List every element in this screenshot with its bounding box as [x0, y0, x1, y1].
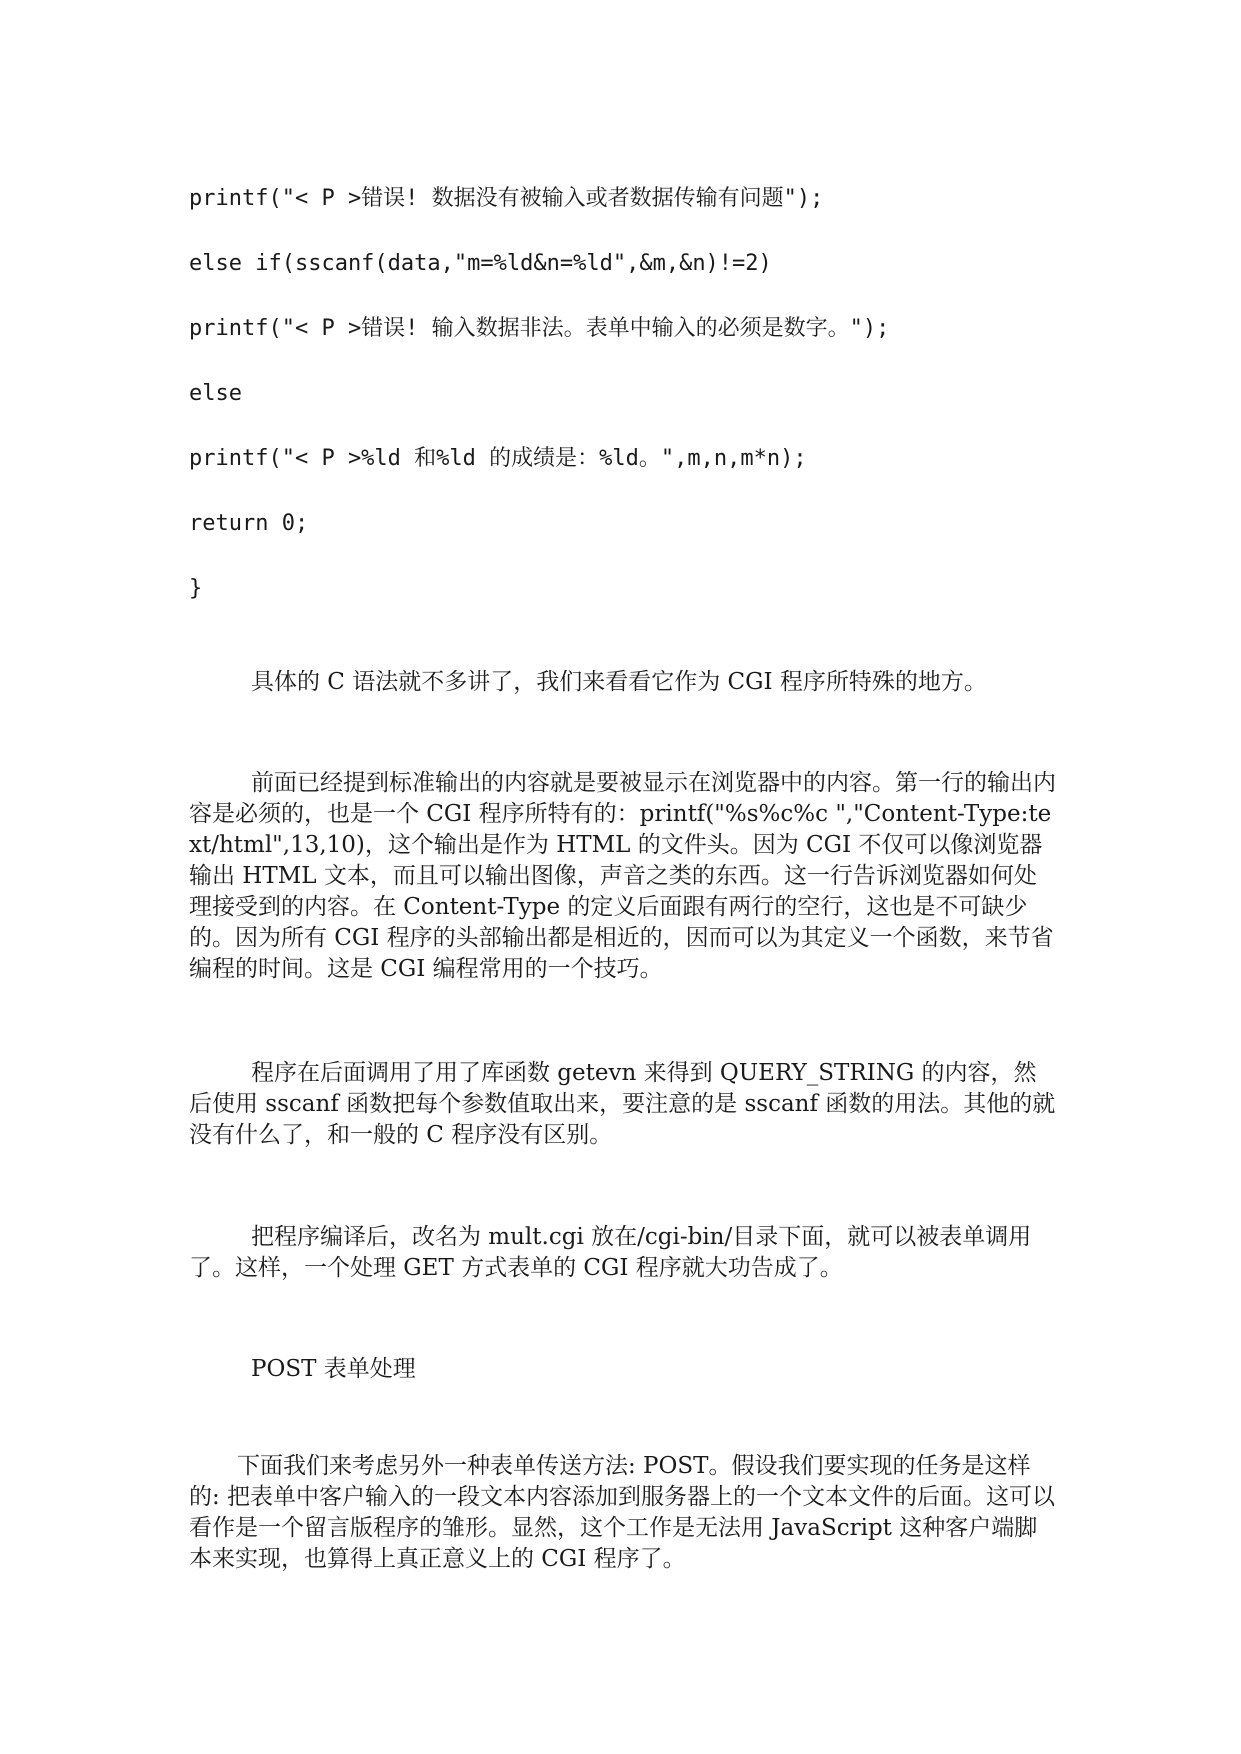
code-line-printf-error-invalid: printf("< P >错误! 输入数据非法。表单中输入的必须是数字。");: [189, 316, 890, 341]
code-line-printf-result: printf("< P >%ld 和%ld 的成绩是：%ld。",m,n,m*n);: [189, 446, 807, 471]
paragraph-post-method-intro: 下面我们来考虑另外一种表单传送方法: POST。假设我们要实现的任务是这样的: 把表单中客户输入的一段文本内容添加到服务器上的一个文本文件的后面。这可以看作是一个留言版程序的雏形。显然，这个工作是无法用 JavaScript 这种客户端脚本来实现，也算得上真正意义上的 CGI 程序了。: [189, 1453, 1056, 1572]
code-line-return: return 0;: [189, 511, 309, 536]
paragraph-stdout-explanation: 前面已经提到标准输出的内容就是要被显示在浏览器中的内容。第一行的输出内容是必须的，也是一个 CGI 程序所特有的：printf("%s%c%c ","Content-Type:text/html",13,10)，这个输出是作为 HTML 的文件头。因为 CGI 不仅可以像浏览器输出 HTML 文本，而且可以输出图像，声音之类的东西。这一行告诉浏览器如何处理接受到的内容。在 Content-Type 的定义后面跟有两行的空行，这也是不可缺少的。因为所有 CGI 程序的头部输出都是相近的，因而可以为其定义一个函数，来节省编程的时间。这是 CGI 编程常用的一个技巧。: [189, 770, 1056, 982]
code-line-else: else: [189, 381, 242, 406]
code-line-printf-error-no-data: printf("< P >错误! 数据没有被输入或者数据传输有问题");: [189, 186, 824, 211]
paragraph-getenv-sscanf: 程序在后面调用了用了库函数 getevn 来得到 QUERY_STRING 的内容，然后使用 sscanf 函数把每个参数值取出来，要注意的是 sscanf 函数的用法。其他的就没有什么了，和一般的 C 程序没有区别。: [189, 1060, 1056, 1148]
paragraph-compile-install: 把程序编译后，改名为 mult.cgi 放在/cgi-bin/目录下面，就可以被表单调用了。这样，一个处理 GET 方式表单的 CGI 程序就大功告成了。: [189, 1224, 1032, 1281]
code-line-else-if-sscanf: else if(sscanf(data,"m=%ld&n=%ld",&m,&n)!=2): [189, 251, 772, 276]
paragraph-c-syntax-note: 具体的 C 语法就不多讲了，我们来看看它作为 CGI 程序所特殊的地方。: [251, 669, 987, 695]
code-line-closing-brace: }: [189, 576, 203, 601]
section-heading-post-form: POST 表单处理: [251, 1356, 416, 1382]
